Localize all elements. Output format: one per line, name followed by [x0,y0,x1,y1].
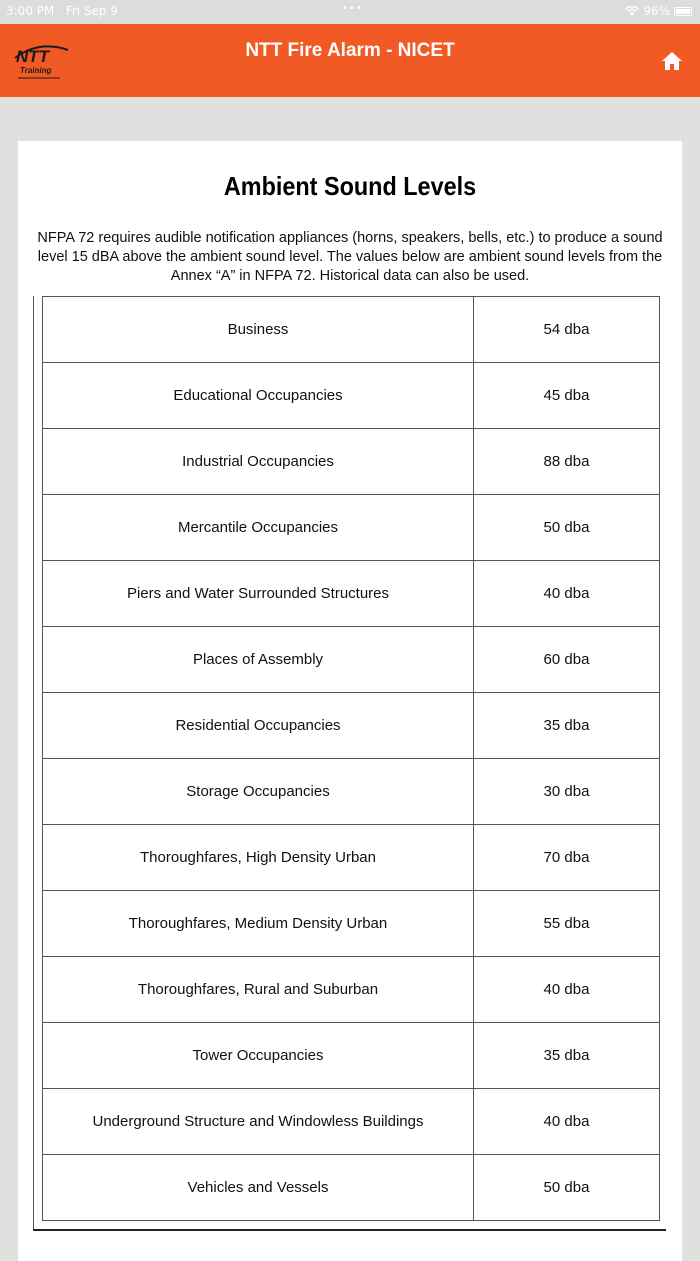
table-row [43,1155,660,1221]
occupancy-cell: Thoroughfares, Rural and Suburban [43,957,474,1023]
wifi-icon [625,6,639,17]
occupancy-cell: Tower Occupancies [43,1023,474,1089]
intro-text: NFPA 72 requires audible notification appliances (horns, speakers, bells, etc.) to produce a sound level 15 dBA above the ambient sound level. The values below are ambient sound levels from the Annex “A” in NFPA 72. Historical data can also be used. [37,230,663,284]
table-row [43,825,660,891]
app-header [0,24,700,97]
sound-level-cell: 70 dba [474,825,660,891]
table-row [43,1023,660,1089]
status-date: Fri Sep 9 [65,4,118,18]
occupancy-cell: Business [43,297,474,363]
sound-level-cell: 40 dba [474,1089,660,1155]
table-row [43,495,660,561]
app-title: NTT Fire Alarm - NICET [245,40,455,61]
status-bar [0,0,700,24]
battery-icon [674,7,692,16]
occupancy-cell: Residential Occupancies [43,693,474,759]
sound-levels-body [43,297,660,1221]
table-row [43,363,660,429]
status-indicators [625,4,692,18]
sound-level-cell: 40 dba [474,561,660,627]
occupancy-cell: Thoroughfares, High Density Urban [43,825,474,891]
sound-level-cell: 50 dba [474,495,660,561]
table-row [43,1089,660,1155]
sound-level-cell: 35 dba [474,693,660,759]
sound-level-cell: 60 dba [474,627,660,693]
sound-level-cell: 40 dba [474,957,660,1023]
occupancy-cell: Storage Occupancies [43,759,474,825]
sound-level-cell: 88 dba [474,429,660,495]
table-bottom-border [33,1229,666,1231]
sound-levels-table [42,296,660,1221]
occupancy-cell: Thoroughfares, Medium Density Urban [43,891,474,957]
status-clock: 3:00 PM [6,4,55,18]
svg-text:NTT: NTT [16,47,50,66]
table-row [43,891,660,957]
table-row [43,429,660,495]
sound-level-cell: 55 dba [474,891,660,957]
sound-level-cell: 45 dba [474,363,660,429]
status-time [6,4,118,18]
table-left-border [33,296,34,1231]
occupancy-cell: Mercantile Occupancies [43,495,474,561]
sound-level-cell: 50 dba [474,1155,660,1221]
content-card [18,141,682,1261]
occupancy-cell: Educational Occupancies [43,363,474,429]
sound-level-cell: 30 dba [474,759,660,825]
sound-level-cell: 35 dba [474,1023,660,1089]
home-icon[interactable] [660,50,684,72]
occupancy-cell: Piers and Water Surrounded Structures [43,561,474,627]
table-row [43,957,660,1023]
occupancy-cell: Places of Assembly [43,627,474,693]
table-row [43,627,660,693]
sound-level-cell: 54 dba [474,297,660,363]
table-row [43,297,660,363]
svg-text:Training: Training [20,66,52,75]
occupancy-cell: Vehicles and Vessels [43,1155,474,1221]
table-row [43,759,660,825]
table-row [43,561,660,627]
occupancy-cell: Underground Structure and Windowless Buildings [43,1089,474,1155]
occupancy-cell: Industrial Occupancies [43,429,474,495]
multitasking-dots-icon: ••• [342,3,363,14]
battery-percent: 96% [643,4,670,18]
page-title: Ambient Sound Levels [223,171,477,201]
table-row [43,693,660,759]
